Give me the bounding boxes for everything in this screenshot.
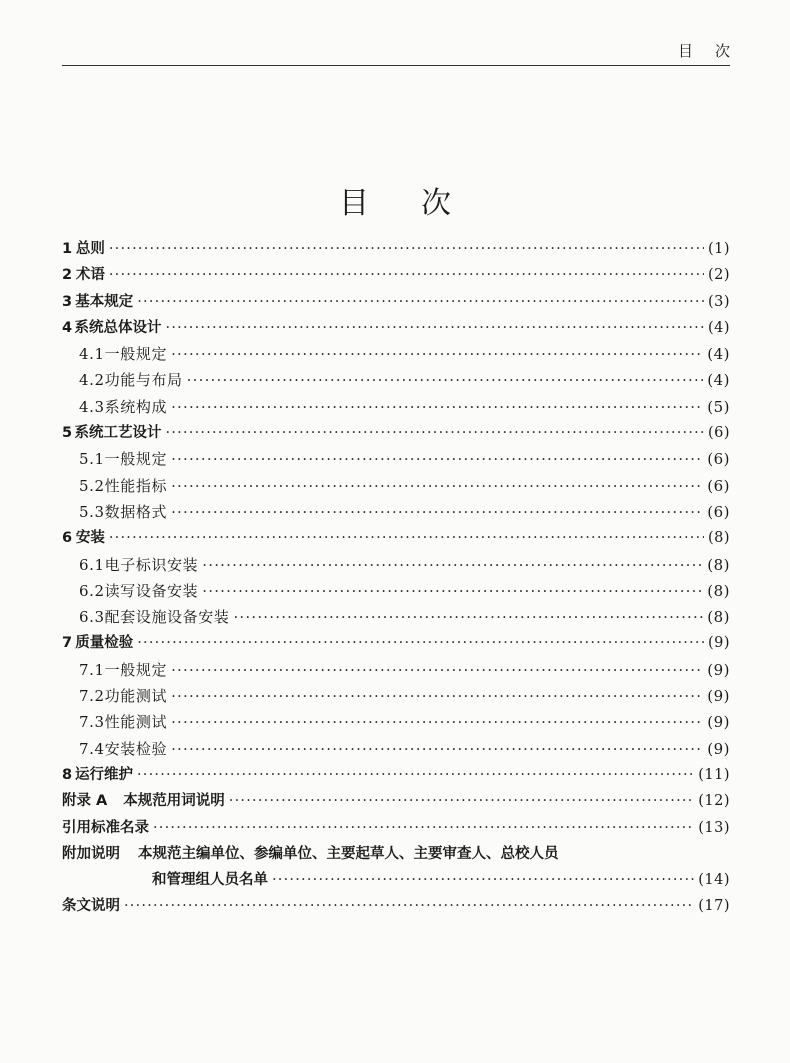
dot-leader bbox=[137, 762, 694, 788]
toc-number: 7.1 bbox=[79, 660, 105, 679]
toc-page: (9) bbox=[707, 713, 730, 732]
dot-leader bbox=[171, 473, 703, 499]
toc-title: 安装检验 bbox=[104, 739, 168, 758]
toc-title: 功能测试 bbox=[104, 687, 168, 706]
toc-number: 7.4 bbox=[79, 739, 105, 758]
toc-page: (4) bbox=[707, 319, 730, 336]
page-title: 目次 bbox=[339, 186, 503, 221]
toc-title: 附加说明 bbox=[62, 845, 120, 862]
toc-entry-7-2[interactable] bbox=[62, 683, 730, 709]
toc-number: 4.1 bbox=[79, 345, 105, 364]
dot-leader bbox=[171, 736, 703, 762]
toc-title-continuation: 本规范主编单位、参编单位、主要起草人、主要审查人、总校人员 bbox=[138, 845, 559, 862]
toc-entry-6-1[interactable] bbox=[62, 552, 730, 578]
toc-title: 一般规定 bbox=[104, 345, 168, 364]
toc-title: 条文说明 bbox=[62, 898, 120, 915]
dot-leader bbox=[171, 446, 703, 472]
toc-entry-4-3[interactable] bbox=[62, 394, 730, 420]
toc-number: 7.2 bbox=[79, 687, 105, 706]
toc-title: 电子标识安装 bbox=[104, 555, 199, 574]
dot-leader bbox=[171, 657, 703, 683]
toc-number: 2 bbox=[62, 267, 73, 284]
toc-title: 一般规定 bbox=[104, 450, 168, 469]
toc-number: 6.3 bbox=[79, 608, 105, 627]
toc-page: (17) bbox=[698, 898, 730, 915]
toc-title: 术语 bbox=[75, 267, 105, 284]
toc-title: 性能测试 bbox=[104, 713, 168, 732]
toc-entry-7-3[interactable] bbox=[62, 709, 730, 735]
toc-title: 安装 bbox=[75, 530, 105, 547]
toc-page: (8) bbox=[707, 530, 730, 547]
toc-entry-4-2[interactable] bbox=[62, 367, 730, 393]
toc-page: (1) bbox=[707, 241, 730, 257]
toc-page: (12) bbox=[698, 793, 730, 810]
toc-entry-referenced-standards[interactable] bbox=[62, 815, 730, 841]
toc-entry-5-2[interactable] bbox=[62, 473, 730, 499]
toc-title: 系统构成 bbox=[104, 397, 168, 416]
dot-leader bbox=[109, 262, 704, 288]
toc-entry-2[interactable] bbox=[62, 262, 730, 288]
dot-leader bbox=[109, 236, 704, 262]
toc-entry-4[interactable] bbox=[62, 315, 730, 341]
dot-leader bbox=[202, 552, 703, 578]
toc-number: 4.2 bbox=[79, 371, 105, 390]
toc-number: 5.3 bbox=[79, 502, 105, 521]
toc-number: 附录 A bbox=[62, 793, 108, 810]
toc-title: 数据格式 bbox=[104, 502, 168, 521]
toc-number: 4 bbox=[62, 319, 73, 336]
toc-title: 配套设施设备安装 bbox=[104, 608, 230, 627]
toc-entry-4-1[interactable] bbox=[62, 341, 730, 367]
toc-page: (8) bbox=[707, 555, 730, 574]
toc-entry-6-3[interactable] bbox=[62, 604, 730, 630]
toc-title: 总则 bbox=[75, 241, 105, 257]
toc-entry-explanation-of-provisions[interactable] bbox=[62, 893, 730, 919]
toc-title: 本规范用词说明 bbox=[123, 793, 225, 810]
toc-entry-5[interactable] bbox=[62, 420, 730, 446]
dot-leader bbox=[109, 525, 704, 551]
toc-entry-7-4[interactable] bbox=[62, 736, 730, 762]
header-rule bbox=[62, 65, 730, 66]
toc-title: 功能与布局 bbox=[104, 371, 183, 390]
toc-entry-5-1[interactable] bbox=[62, 446, 730, 472]
toc-entry-5-3[interactable] bbox=[62, 499, 730, 525]
toc-entry-7[interactable] bbox=[62, 630, 730, 656]
toc-page: (4) bbox=[707, 371, 730, 390]
toc-number: 5 bbox=[62, 425, 73, 442]
toc-page: (4) bbox=[707, 345, 730, 364]
toc-entry-additional-notes[interactable] bbox=[62, 841, 730, 867]
toc-number: 8 bbox=[62, 766, 73, 783]
dot-leader bbox=[171, 709, 703, 735]
toc-title: 性能指标 bbox=[104, 476, 168, 495]
toc-number: 6.2 bbox=[79, 581, 105, 600]
toc-page: (6) bbox=[707, 502, 730, 521]
toc-title: 一般规定 bbox=[104, 660, 168, 679]
toc-page: (11) bbox=[698, 766, 730, 783]
dot-leader bbox=[137, 630, 704, 656]
toc-page: (6) bbox=[707, 476, 730, 495]
toc-title: 系统工艺设计 bbox=[74, 425, 162, 442]
toc-entry-8[interactable] bbox=[62, 762, 730, 788]
toc-page: (9) bbox=[707, 635, 730, 652]
toc-page: (9) bbox=[707, 687, 730, 706]
dot-leader bbox=[171, 683, 703, 709]
toc-title: 读写设备安装 bbox=[104, 581, 199, 600]
table-of-contents bbox=[62, 236, 730, 920]
toc-title: 质量检验 bbox=[75, 635, 134, 652]
toc-title: 引用标准名录 bbox=[62, 819, 149, 836]
toc-number: 3 bbox=[62, 293, 73, 310]
toc-title: 系统总体设计 bbox=[74, 319, 162, 336]
dot-leader bbox=[153, 815, 694, 841]
toc-number: 4.3 bbox=[79, 397, 105, 416]
toc-entry-7-1[interactable] bbox=[62, 657, 730, 683]
toc-page: (9) bbox=[707, 739, 730, 758]
dot-leader bbox=[166, 315, 704, 341]
toc-number: 6 bbox=[62, 530, 73, 547]
dot-leader bbox=[171, 499, 703, 525]
toc-entry-1[interactable] bbox=[62, 236, 730, 262]
toc-page: (6) bbox=[707, 450, 730, 469]
toc-number: 7.3 bbox=[79, 713, 105, 732]
toc-number: 7 bbox=[62, 635, 73, 652]
toc-entry-6-2[interactable] bbox=[62, 578, 730, 604]
dot-leader bbox=[171, 394, 703, 420]
toc-title-continuation: 和管理组人员名单 bbox=[152, 872, 268, 889]
dot-leader bbox=[166, 420, 704, 446]
dot-leader bbox=[124, 893, 694, 919]
toc-number: 1 bbox=[62, 241, 73, 257]
toc-page: (8) bbox=[707, 581, 730, 600]
toc-title: 基本规定 bbox=[75, 293, 134, 310]
toc-number: 5.1 bbox=[79, 450, 105, 469]
toc-page: (5) bbox=[707, 397, 730, 416]
dot-leader bbox=[229, 788, 694, 814]
dot-leader bbox=[202, 578, 703, 604]
toc-page: (9) bbox=[707, 660, 730, 679]
toc-page: (6) bbox=[707, 425, 730, 442]
toc-page: (8) bbox=[707, 608, 730, 627]
toc-page: (13) bbox=[698, 819, 730, 836]
running-header: 目次 bbox=[677, 42, 752, 60]
toc-entry-additional-notes-cont[interactable] bbox=[62, 867, 730, 893]
dot-leader bbox=[171, 341, 703, 367]
toc-number: 5.2 bbox=[79, 476, 105, 495]
dot-leader bbox=[233, 604, 703, 630]
toc-entry-appendix-a[interactable] bbox=[62, 788, 730, 814]
toc-entry-6[interactable] bbox=[62, 525, 730, 551]
toc-entry-3[interactable] bbox=[62, 289, 730, 315]
toc-number: 6.1 bbox=[79, 555, 105, 574]
dot-leader bbox=[187, 367, 704, 393]
toc-page: (3) bbox=[707, 293, 730, 310]
dot-leader bbox=[137, 289, 704, 315]
toc-page: (14) bbox=[698, 872, 730, 889]
toc-title: 运行维护 bbox=[74, 766, 133, 783]
toc-page: (2) bbox=[707, 267, 730, 284]
dot-leader bbox=[272, 867, 694, 893]
